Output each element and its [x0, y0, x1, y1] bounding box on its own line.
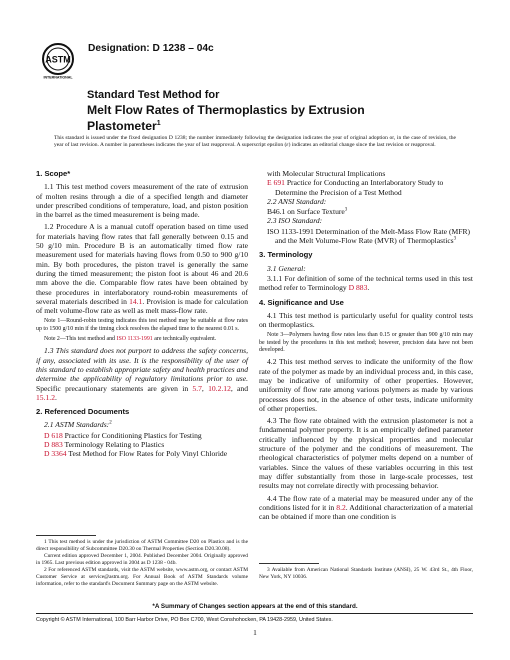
note-3: Note 3—Polymers having flow rates less than 0.15 or greater than 900 g/10 min may be tested by the procedures in this test method; however, precision data have not been developed. [259, 332, 473, 354]
footnote-rule-right [259, 563, 319, 564]
svg-text:INTERNATIONAL: INTERNATIONAL [43, 75, 73, 80]
reference-d618: D 618 Practice for Conditioning Plastics for Testing [44, 430, 202, 440]
designation: Designation: D 1238 – 04c [88, 43, 214, 54]
left-column [36, 169, 248, 459]
footnote-1-edition: Current edition approved December 1, 2004. Published December 2004. Originally approved in 1965. Last previous edition approved in 2004 as D 1238 - 04b. [36, 553, 248, 566]
copyright-line: Copyright © ASTM International, 100 Barr Harbor Drive, PO Box C700, West Conshohocken, PA 19428-2959, United States. [36, 617, 333, 623]
link-5-7[interactable]: 5.7 [192, 383, 202, 393]
reference-d3364-cont: with Molecular Structural Implications [267, 169, 386, 178]
para-4-2: 4.2 This test method serves to indicate the uniformity of the flow rate of the polymer as made by an individual process and, in this case, may be indicative of uniformity of other properties. However, uniformity of flow rate among various polymers as made by various processes does not, in the absence of other tests, indicate uniformity of other properties. [259, 357, 473, 413]
note-2: Note 2—This test method and ISO 1133-1991 are technically equivalent. [44, 336, 217, 343]
footnote-3: 3 Available from American National Standards Institute (ANSI), 25 W. 43rd St., 4th Floor, New York, NY 10036. [259, 567, 473, 580]
footer-rule [36, 613, 473, 614]
para-1-3: 1.3 This standard does not purport to address the safety concerns, if any, associated with its use. It is the responsibility of the user of this standard to establish appropriate safety and health practices and determine the applicability of regulatory limitations prior to use. Specific precautionary statements are given in 5.7, 10.2.12, and 15.1.2. [36, 346, 248, 402]
title-line-3: Plastometer [87, 119, 157, 134]
title-footnote-mark: 1 [156, 120, 161, 127]
footnote-1: 1 This test method is under the jurisdiction of ASTM Committee D20 on Plastics and is the direct responsibility of Subcommittee D20.30 on Thermal Properties (Section D20.30.08). [36, 539, 248, 552]
page-number: 1 [253, 628, 257, 637]
significance-heading: 4. Significance and Use [259, 297, 344, 307]
title-line-1: Standard Test Method for [87, 89, 220, 101]
para-4-1: 4.1 This test method is particularly useful for quality control tests on thermoplastics. [259, 310, 473, 330]
link-d883[interactable]: D 883 [44, 440, 63, 450]
footnote-2: 2 For referenced ASTM standards, visit the ASTM website, www.astm.org, or contact ASTM Customer Service at service@astm.org. For Annual Book of ASTM Standards volume information, refer to the standard's Document Summary page on the ASTM website. [36, 567, 248, 587]
note-1: Note 1—Round-robin testing indicates this test method may be suitable at flow rates up to 1500 g/10 min if the timing clock resolves the elapsed time to the nearest 0.01 s. [36, 318, 248, 332]
link-e691[interactable]: E 691 [267, 178, 285, 188]
link-iso-1133[interactable]: ISO 1133-1991 [116, 336, 153, 343]
references-heading: 2. Referenced Documents [36, 407, 130, 417]
para-1-1: 1.1 This test method covers measurement of the rate of extrusion of molten resins through a die of a specified length and diameter under prescribed conditions of temperature, load, and piston position in the barrel as the timed measurement is being made. [36, 182, 248, 220]
ansi-label: 2.2 ANSI Standard: [267, 196, 327, 206]
link-14-1[interactable]: 14.1 [129, 296, 143, 306]
astm-logo [38, 40, 78, 80]
para-4-3: 4.3 The flow rate obtained with the extrusion plastometer is not a fundamental polymer property. It is an empirically defined parameter critically influenced by the physical properties and molecular structure of the polymer and the conditions of measurement. The rheological characteristics of polymer melts depend on a number of variables. Since the values of these variables occurring in this test may differ substantially from those in large-scale processes, test results may not correlate directly with processing behavior. [259, 416, 473, 491]
link-15-1-2[interactable]: 15.1.2 [36, 392, 55, 402]
document-title [87, 88, 447, 134]
footnotes-left [36, 539, 248, 588]
para-4-4: 4.4 The flow rate of a material may be measured under any of the conditions listed for it in 8.2. Additional characterization of a material can be obtained if more than one condition is [259, 493, 473, 522]
scope-heading: 1. Scope* [36, 169, 71, 178]
issued-note: This standard is issued under the fixed designation D 1238; the number immediately following the designation indicates the year of original adoption or, in the case of revision, the year of last revision. A number in parentheses indicates the year of last reapproval. A superscript epsilon (ε) indicates an editorial change since the last revision or reapproval. [54, 135, 456, 149]
svg-text:ASTM: ASTM [45, 54, 71, 65]
iso-label: 2.3 ISO Standard: [267, 216, 323, 226]
reference-e691: E 691 Practice for Conducting an Interlaboratory Study to Determine the Precision of a Test Method [267, 178, 444, 197]
reference-d3364: D 3364 Test Method for Flow Rates for Poly Vinyl Chloride [44, 449, 228, 459]
link-10-2-12[interactable]: 10.2.12 [208, 383, 231, 393]
reference-b46: B46.1 on Surface Texture$^3$ [267, 207, 348, 217]
summary-of-changes-note: *A Summary of Changes section appears at the end of this standard. [152, 603, 358, 610]
astm-standards-label: 2.1 ASTM Standards:$^2$ [44, 420, 112, 430]
terminology-heading: 3. Terminology [259, 250, 313, 260]
general-label: 3.1 General: [267, 263, 306, 273]
link-d883-term[interactable]: D 883 [348, 283, 368, 293]
para-3-1-1: 3.1.1 For definition of some of the technical terms used in this test method refer to Terminology D 883. [259, 273, 473, 293]
link-8-2[interactable]: 8.2 [336, 502, 346, 512]
link-d618[interactable]: D 618 [44, 430, 63, 440]
footnote-rule-left [36, 535, 96, 536]
right-column [259, 169, 473, 524]
link-d3364[interactable]: D 3364 [44, 449, 67, 459]
para-1-2: 1.2 Procedure A is a manual cutoff operation based on time used for materials having flow rates that fall generally between 0.15 and 50 g/10 min. Procedure B is an automatically timed flow rate measurement used for materials having flows from 0.50 to 900 g/10 min. By both procedures, the piston travel is generally the same during the timed measurement; the piston foot is about 46 and 20.6 mm above the die. Comparable flow rates have been obtained by these procedures in interlaboratory round-robin measurements of several materials described in 14.1. Provision is made for calculation of melt volume-flow rate as well as melt mass-flow rate. [36, 222, 248, 316]
footnotes-right [259, 567, 473, 581]
reference-iso1133: ISO 1133-1991 Determination of the Melt-Mass Flow Rate (MFR) and the Melt Volume-Flow Rate (MVR) of Thermoplastics$^3$ [267, 226, 471, 246]
title-line-2: Melt Flow Rates of Thermoplastics by Extrusion [87, 102, 365, 117]
reference-d883: D 883 Terminology Relating to Plastics [44, 440, 165, 450]
